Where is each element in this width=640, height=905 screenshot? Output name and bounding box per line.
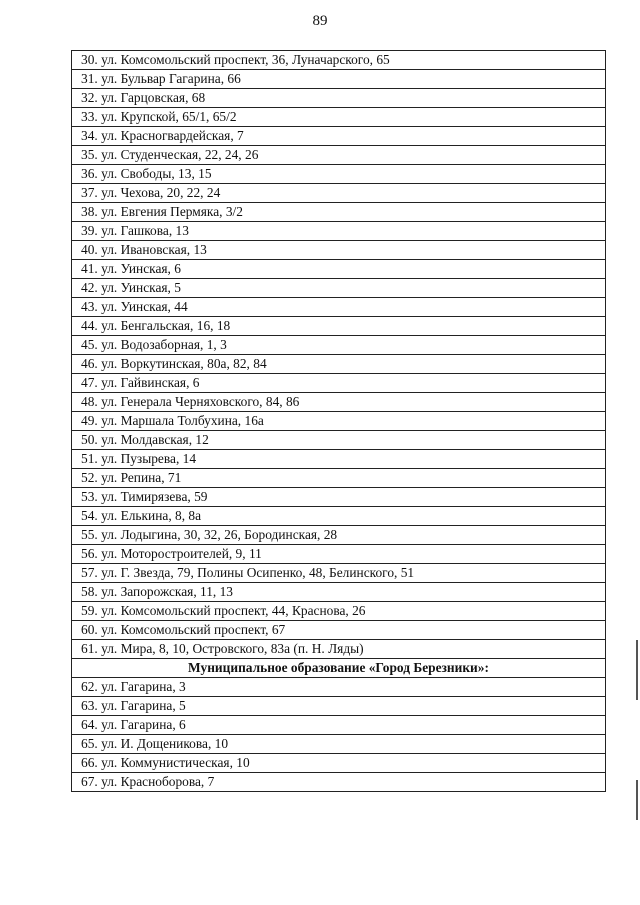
address-cell: 60. ул. Комсомольский проспект, 67	[72, 621, 606, 640]
address-row	[72, 279, 606, 298]
address-cell: 38. ул. Евгения Пермяка, 3/2	[72, 203, 606, 222]
address-cell: 65. ул. И. Дощеникова, 10	[72, 735, 606, 754]
address-cell: 48. ул. Генерала Черняховского, 84, 86	[72, 393, 606, 412]
address-row	[72, 754, 606, 773]
address-cell: 33. ул. Крупской, 65/1, 65/2	[72, 108, 606, 127]
scan-edge-mark	[636, 640, 638, 700]
address-cell: 41. ул. Уинская, 6	[72, 260, 606, 279]
address-row	[72, 640, 606, 659]
address-row	[72, 621, 606, 640]
address-cell: 58. ул. Запорожская, 11, 13	[72, 583, 606, 602]
address-cell: 67. ул. Красноборова, 7	[72, 773, 606, 792]
address-cell: 39. ул. Гашкова, 13	[72, 222, 606, 241]
address-row	[72, 70, 606, 89]
address-row	[72, 146, 606, 165]
address-row	[72, 51, 606, 70]
address-row	[72, 222, 606, 241]
address-cell: 36. ул. Свободы, 13, 15	[72, 165, 606, 184]
address-row	[72, 735, 606, 754]
address-row	[72, 469, 606, 488]
address-row	[72, 89, 606, 108]
address-cell: 31. ул. Бульвар Гагарина, 66	[72, 70, 606, 89]
address-cell: 37. ул. Чехова, 20, 22, 24	[72, 184, 606, 203]
address-row	[72, 241, 606, 260]
address-cell: 44. ул. Бенгальская, 16, 18	[72, 317, 606, 336]
address-row	[72, 602, 606, 621]
address-cell: 62. ул. Гагарина, 3	[72, 678, 606, 697]
address-row	[72, 545, 606, 564]
address-cell: 66. ул. Коммунистическая, 10	[72, 754, 606, 773]
address-row	[72, 203, 606, 222]
address-row	[72, 317, 606, 336]
address-cell: 47. ул. Гайвинская, 6	[72, 374, 606, 393]
address-cell: 55. ул. Лодыгина, 30, 32, 26, Бородинская, 28	[72, 526, 606, 545]
address-row	[72, 678, 606, 697]
address-row	[72, 355, 606, 374]
address-row	[72, 697, 606, 716]
address-row	[72, 127, 606, 146]
address-cell: 45. ул. Водозаборная, 1, 3	[72, 336, 606, 355]
address-row	[72, 583, 606, 602]
section-heading-row	[72, 659, 606, 678]
address-row	[72, 507, 606, 526]
address-row	[72, 450, 606, 469]
address-row	[72, 393, 606, 412]
address-cell: 50. ул. Молдавская, 12	[72, 431, 606, 450]
address-cell: 61. ул. Мира, 8, 10, Островского, 83а (п. Н. Ляды)	[72, 640, 606, 659]
address-row	[72, 336, 606, 355]
page-number: 89	[312, 13, 328, 29]
address-row	[72, 773, 606, 792]
address-table-body	[72, 51, 606, 792]
address-cell: 49. ул. Маршала Толбухина, 16а	[72, 412, 606, 431]
address-cell: 54. ул. Елькина, 8, 8а	[72, 507, 606, 526]
address-row	[72, 374, 606, 393]
address-row	[72, 488, 606, 507]
address-cell: 51. ул. Пузырева, 14	[72, 450, 606, 469]
address-row	[72, 108, 606, 127]
address-cell: 56. ул. Моторостроителей, 9, 11	[72, 545, 606, 564]
address-row	[72, 431, 606, 450]
address-cell: 59. ул. Комсомольский проспект, 44, Краснова, 26	[72, 602, 606, 621]
address-cell: 40. ул. Ивановская, 13	[72, 241, 606, 260]
address-row	[72, 165, 606, 184]
address-row	[72, 260, 606, 279]
address-cell: 42. ул. Уинская, 5	[72, 279, 606, 298]
address-row	[72, 298, 606, 317]
address-row	[72, 564, 606, 583]
address-cell: 64. ул. Гагарина, 6	[72, 716, 606, 735]
scan-edge-mark	[636, 780, 638, 820]
address-cell: 35. ул. Студенческая, 22, 24, 26	[72, 146, 606, 165]
address-row	[72, 526, 606, 545]
address-row	[72, 412, 606, 431]
section-heading: Муниципальное образование «Город Березники»:	[72, 659, 606, 678]
address-table	[71, 50, 606, 792]
address-cell: 32. ул. Гарцовская, 68	[72, 89, 606, 108]
address-cell: 30. ул. Комсомольский проспект, 36, Луначарского, 65	[72, 51, 606, 70]
address-cell: 52. ул. Репина, 71	[72, 469, 606, 488]
address-row	[72, 184, 606, 203]
address-cell: 34. ул. Красногвардейская, 7	[72, 127, 606, 146]
address-cell: 63. ул. Гагарина, 5	[72, 697, 606, 716]
address-row	[72, 716, 606, 735]
address-cell: 57. ул. Г. Звезда, 79, Полины Осипенко, 48, Белинского, 51	[72, 564, 606, 583]
address-cell: 46. ул. Воркутинская, 80а, 82, 84	[72, 355, 606, 374]
address-cell: 43. ул. Уинская, 44	[72, 298, 606, 317]
address-cell: 53. ул. Тимирязева, 59	[72, 488, 606, 507]
